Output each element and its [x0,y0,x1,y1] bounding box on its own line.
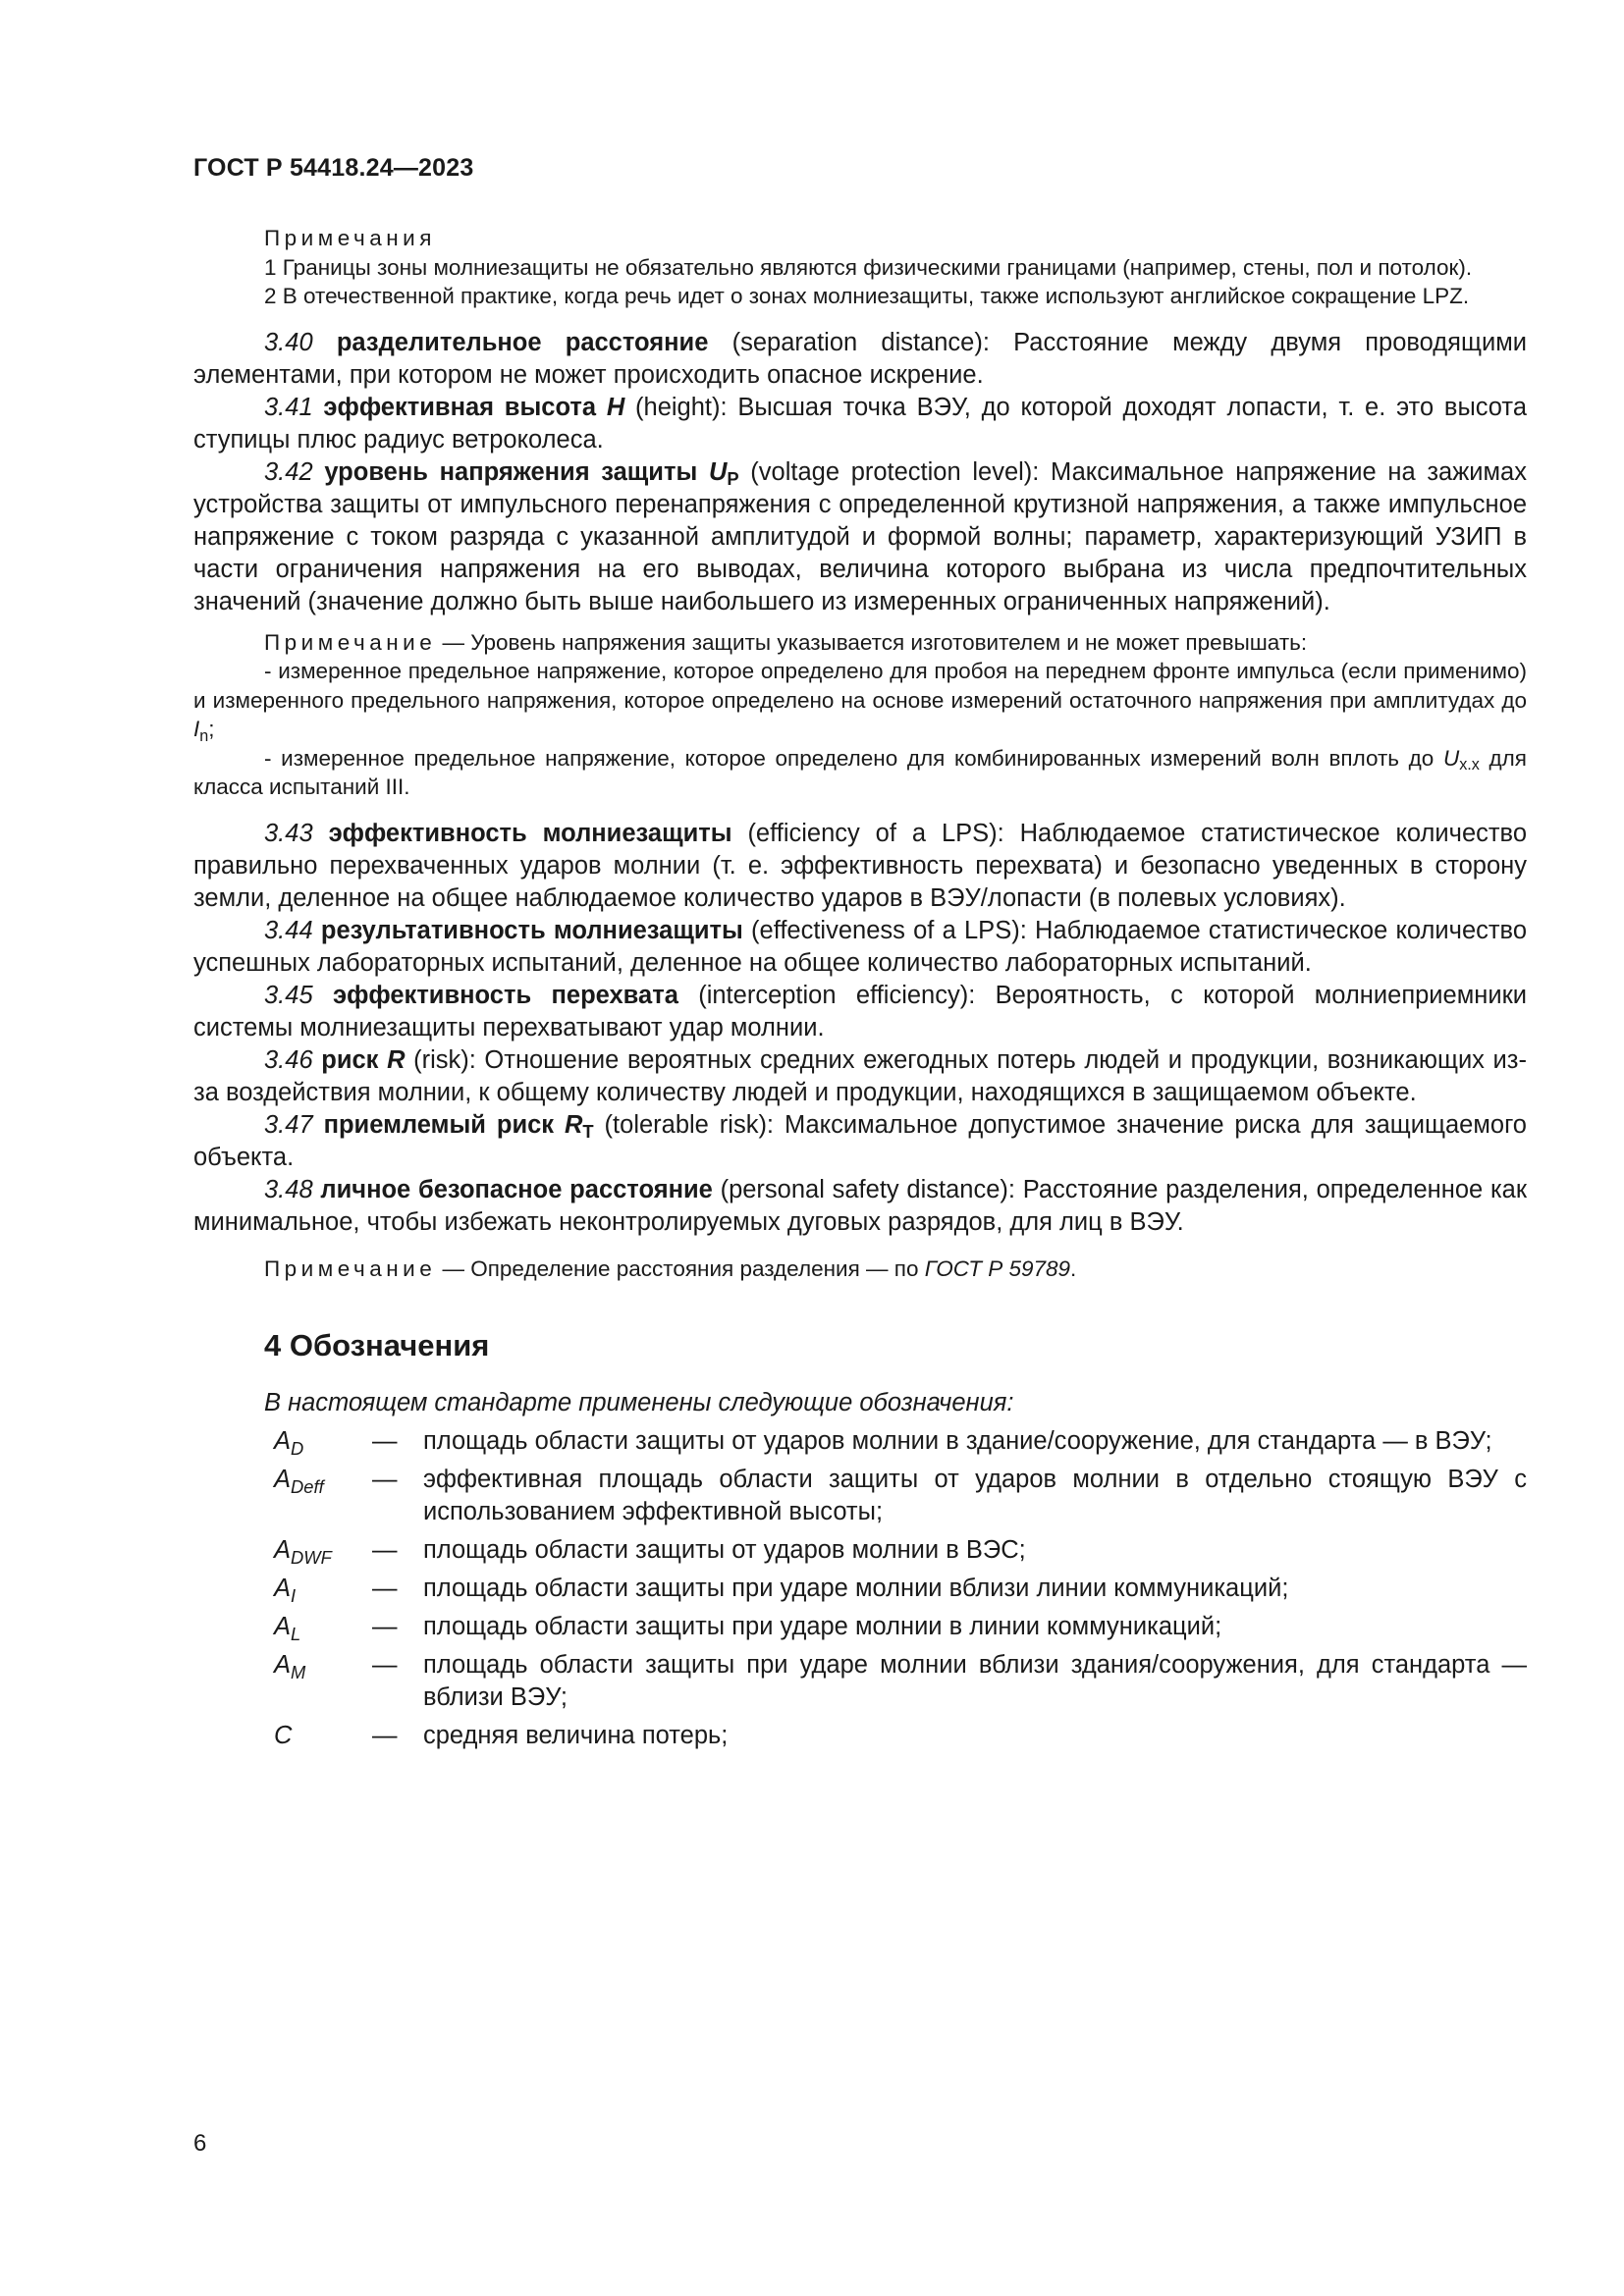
term-number: 3.43 [264,819,313,847]
term-definition: (height): Высшая точка ВЭУ, до которой доходят лопасти, т. е. это высота ступицы плюс радиус ветроколеса. [193,393,1527,454]
term-name: уровень напряжения защиты [324,457,709,486]
term-name: эффективность перехвата [333,981,678,1009]
symbol-definition: площадь области защиты от ударов молнии в ВЭС; [423,1536,1026,1564]
term-name: личное безопасное расстояние [320,1175,713,1203]
symbol-definition: средняя величина потерь; [423,1722,729,1749]
symbol-entry [193,1720,1527,1752]
term-number: 3.45 [264,981,313,1009]
symbol-dash: — [372,1427,398,1455]
term-entry-3-47 [193,1109,1527,1174]
symbol-dash: — [372,1651,398,1679]
symbol-subscript: Deff [291,1475,324,1497]
note-3-48: Примечание — Определение расстояния разделения — по ГОСТ Р 59789. [264,1255,1077,1281]
term-definition: (separation distance): Расстояние между двумя проводящими элементами, при котором не может происходить опасное искрение. [193,328,1527,389]
symbol-definition: площадь области защиты при ударе молнии вблизи здания/сооружения, для стандарта — вблизи ВЭУ; [423,1651,1527,1711]
term-definition: (tolerable risk): Максимальное допустимое значение риска для защищаемого объекта. [193,1110,1527,1171]
symbol-definition: площадь области защиты при ударе молнии в линии коммуникаций; [423,1613,1222,1640]
note-lead: — Уровень напряжения защиты указывается изготовителем и не может превышать: [436,629,1308,655]
term-entry-3-41 [193,392,1527,456]
symbol-base: A [274,1575,292,1602]
term-symbol-subscript: P [727,468,739,489]
term-definition: (effectiveness of a LPS): Наблюдаемое статистическое количество успешных лабораторных испытаний, деленное на общее количество лабораторных испытаний. [193,916,1527,977]
note-3-42 [193,628,1527,802]
symbol-base: C [274,1722,293,1749]
section-heading: 4 Обозначения [264,1328,490,1362]
notes-heading: Примечания [264,226,436,250]
note-lead: — Определение расстояния разделения — по [436,1255,925,1281]
term-name: приемлемый риск [323,1110,565,1139]
symbol-definition: эффективная площадь области защиты от ударов молнии в отдельно стоящую ВЭУ с использованием эффективной высоты; [423,1466,1527,1525]
symbol-dash: — [372,1536,398,1564]
term-name: разделительное расстояние [336,328,709,356]
symbol-base: A [274,1427,292,1455]
symbol-entry [193,1464,1527,1528]
term-number: 3.40 [264,328,313,356]
symbol-definition: площадь области защиты при ударе молнии вблизи линии коммуникаций; [423,1575,1289,1602]
note-label: Примечание [264,629,437,655]
symbol-definition: площадь области защиты от ударов молнии в здание/сооружение, для стандарта — в ВЭУ; [423,1427,1492,1455]
term-number: 3.47 [264,1110,313,1139]
term-number: 3.48 [264,1175,313,1203]
page-content [193,224,1527,1752]
symbol-subscript: M [291,1661,306,1682]
document-header: ГОСТ Р 54418.24—2023 [193,154,474,182]
symbol-subscript: L [291,1623,301,1644]
term-symbol: R [565,1110,583,1139]
term-name: результативность молниезащиты [320,916,743,944]
term-symbol: R [387,1045,406,1074]
note-item: 1 Границы зоны молниезащиты не обязательно являются физическими границами (например, стены, пол и потолок). [264,254,1473,280]
term-entry-3-42 [193,456,1527,618]
symbol-subscript: D [291,1437,304,1459]
term-entry-3-43 [193,818,1527,915]
term-definition: (risk): Отношение вероятных средних ежегодных потерь людей и продукции, возникающих из-за воздействия молнии, к общему количеству людей и продукции, находящихся в защищаемом объекте. [193,1045,1527,1106]
page-number: 6 [193,2130,207,2157]
term-name: эффективная высота [323,393,607,421]
symbol: U [1442,745,1460,771]
symbol-base: A [274,1613,292,1640]
symbol-dash: — [372,1722,398,1749]
term-symbol: H [606,393,625,421]
note-label: Примечание [264,1255,437,1281]
term-definition: (personal safety distance): Расстояние разделения, определенное как минимальное, чтобы избежать неконтролируемых дуговых разрядов, для лиц в ВЭУ. [193,1175,1527,1236]
note-item: - измеренное предельное напряжение, которое определено для пробоя на переднем фронте импульса (если применимо) и измеренного предельного напряжения, которое определено на основе измерений остаточного напряжения при амплитудах до $I_n$; [193,659,1527,745]
symbol-base: A [274,1536,292,1564]
symbol-subscript: DWF [291,1546,332,1568]
term-number: 3.46 [264,1045,313,1074]
symbol-subscript: I [291,1584,297,1606]
term-name: риск [321,1045,388,1074]
symbols-list [193,1425,1527,1752]
term-number: 3.44 [264,916,313,944]
term-number: 3.41 [264,393,313,421]
term-entry-3-48 [193,1174,1527,1239]
symbol-entry [193,1425,1527,1458]
symbol-entry [193,1649,1527,1714]
section-intro: В настоящем стандарте применены следующие обозначения: [264,1389,1014,1416]
symbol-entry [193,1573,1527,1605]
symbol-base: A [274,1466,292,1493]
term-symbol: U [708,457,728,486]
term-entry-3-40 [193,327,1527,392]
symbol-entry [193,1534,1527,1567]
note-item: - измеренное предельное напряжение, которое определено для комбинированных измерений волн вплоть до $U_{x.x}$ для класса испытаний III. [193,745,1527,799]
term-definition: (voltage protection level): Максимальное напряжение на зажимах устройства защиты от импульсного перенапряжения с определенной крутизной напряжения, а также импульсное напряжение с током разряда с указанной амплитудой и формой волны; параметр, характеризующий УЗИП в части ограничения напряжения на его выводах, величина которого выбрана из числа предпочтительных значений (значение должно быть выше наибольшего из измеренных ограниченных напряжений). [193,457,1527,615]
symbol-dash: — [372,1575,398,1602]
term-name: эффективность молниезащиты [328,819,732,847]
symbol-dash: — [372,1466,398,1493]
term-symbol-subscript: T [582,1121,594,1142]
term-entry-3-45 [193,980,1527,1044]
symbol-entry [193,1611,1527,1643]
term-entry-3-44 [193,915,1527,980]
term-definition: (interception efficiency): Вероятность, с которой молниеприемники системы молниезащиты перехватывают удар молнии. [193,981,1527,1041]
standard-reference: ГОСТ Р 59789 [924,1255,1071,1281]
note-item: 2 В отечественной практике, когда речь идет о зонах молниезащиты, также используют английское сокращение LPZ. [264,284,1470,308]
symbol-base: A [274,1651,292,1679]
term-definition: (efficiency of a LPS): Наблюдаемое статистическое количество правильно перехваченных ударов молнии (т. е. эффективность перехвата) и безопасно уведенных в сторону земли, деленное на общее наблюдаемое количество ударов в ВЭУ/лопасти (в полевых условиях). [193,819,1527,912]
symbol: I [193,717,200,741]
notes-block [193,224,1527,311]
symbol-dash: — [372,1613,398,1640]
term-entry-3-46 [193,1044,1527,1109]
term-number: 3.42 [264,457,313,486]
